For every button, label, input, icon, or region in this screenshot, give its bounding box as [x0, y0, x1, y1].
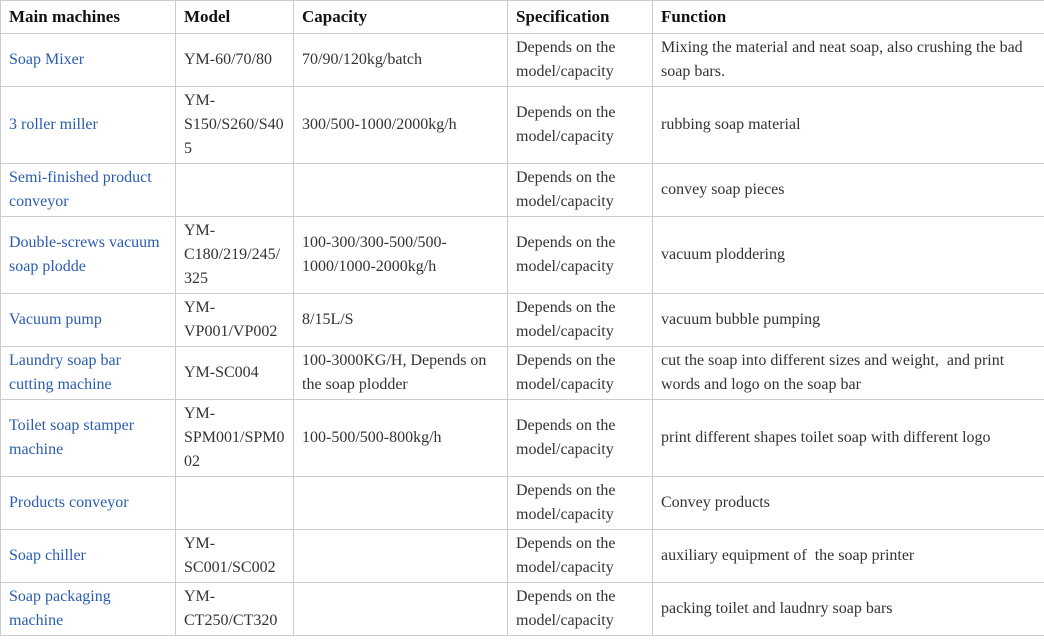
table-row — [1, 583, 1044, 636]
function-cell: vacuum ploddering — [653, 217, 1044, 294]
machine-cell — [1, 87, 176, 164]
table-row — [1, 530, 1044, 583]
machine-cell — [1, 583, 176, 636]
capacity-cell: 100-500/500-800kg/h — [294, 400, 508, 477]
specification-cell: Depends on the model/capacity — [508, 583, 653, 636]
machine-link[interactable]: Soap chiller — [9, 547, 86, 564]
specification-cell: Depends on the model/capacity — [508, 347, 653, 400]
machine-cell — [1, 217, 176, 294]
table-row — [1, 34, 1044, 87]
machine-cell — [1, 294, 176, 347]
model-cell: YM-60/70/80 — [176, 34, 294, 87]
column-header: Main machines — [1, 1, 176, 34]
function-cell: Mixing the material and neat soap, also crushing the bad soap bars. — [653, 34, 1044, 87]
machine-link[interactable]: Products conveyor — [9, 494, 129, 511]
specification-cell: Depends on the model/capacity — [508, 164, 653, 217]
function-cell: Convey products — [653, 477, 1044, 530]
table-row — [1, 217, 1044, 294]
specification-cell: Depends on the model/capacity — [508, 530, 653, 583]
function-cell: cut the soap into different sizes and weight, and print words and logo on the soap bar — [653, 347, 1044, 400]
machine-cell — [1, 477, 176, 530]
table-row — [1, 347, 1044, 400]
machine-link[interactable]: Laundry soap bar cutting machine — [9, 352, 125, 393]
model-cell: YM-C180/219/245/325 — [176, 217, 294, 294]
function-cell: vacuum bubble pumping — [653, 294, 1044, 347]
model-cell: YM-SC001/SC002 — [176, 530, 294, 583]
machine-link[interactable]: Double-screws vacuum soap plodde — [9, 234, 164, 275]
capacity-cell: 70/90/120kg/batch — [294, 34, 508, 87]
capacity-cell: 100-300/300-500/500-1000/1000-2000kg/h — [294, 217, 508, 294]
machine-cell — [1, 530, 176, 583]
specification-cell: Depends on the model/capacity — [508, 477, 653, 530]
model-cell — [176, 164, 294, 217]
machine-cell — [1, 34, 176, 87]
machine-link[interactable]: Soap packaging machine — [9, 588, 115, 629]
model-cell: YM-SC004 — [176, 347, 294, 400]
machine-cell — [1, 347, 176, 400]
table-row — [1, 294, 1044, 347]
function-cell: packing toilet and laudnry soap bars — [653, 583, 1044, 636]
machine-link[interactable]: Semi-finished product conveyor — [9, 169, 156, 210]
model-cell: YM-CT250/CT320 — [176, 583, 294, 636]
table-row — [1, 164, 1044, 217]
machine-link[interactable]: Toilet soap stamper machine — [9, 417, 139, 458]
specification-cell: Depends on the model/capacity — [508, 87, 653, 164]
machine-link[interactable]: Vacuum pump — [9, 311, 102, 328]
machine-link[interactable]: Soap Mixer — [9, 51, 85, 68]
machine-link[interactable]: 3 roller miller — [9, 116, 98, 133]
machine-cell — [1, 164, 176, 217]
header-row — [1, 1, 1044, 34]
capacity-cell: 100-3000KG/H, Depends on the soap plodder — [294, 347, 508, 400]
capacity-cell — [294, 530, 508, 583]
table-row — [1, 400, 1044, 477]
capacity-cell — [294, 583, 508, 636]
specification-cell: Depends on the model/capacity — [508, 400, 653, 477]
column-header: Function — [653, 1, 1044, 34]
function-cell: auxiliary equipment of the soap printer — [653, 530, 1044, 583]
model-cell: YM-SPM001/SPM002 — [176, 400, 294, 477]
function-cell: rubbing soap material — [653, 87, 1044, 164]
table-row — [1, 477, 1044, 530]
column-header: Capacity — [294, 1, 508, 34]
model-cell: YM-S150/S260/S405 — [176, 87, 294, 164]
capacity-cell: 8/15L/S — [294, 294, 508, 347]
machine-cell — [1, 400, 176, 477]
specification-cell: Depends on the model/capacity — [508, 34, 653, 87]
function-cell: convey soap pieces — [653, 164, 1044, 217]
function-cell: print different shapes toilet soap with different logo — [653, 400, 1044, 477]
capacity-cell — [294, 477, 508, 530]
specification-cell: Depends on the model/capacity — [508, 217, 653, 294]
column-header: Specification — [508, 1, 653, 34]
model-cell — [176, 477, 294, 530]
capacity-cell: 300/500-1000/2000kg/h — [294, 87, 508, 164]
table-header — [1, 1, 1044, 34]
capacity-cell — [294, 164, 508, 217]
table-body — [1, 34, 1044, 636]
specification-cell: Depends on the model/capacity — [508, 294, 653, 347]
table-row — [1, 87, 1044, 164]
column-header: Model — [176, 1, 294, 34]
model-cell: YM-VP001/VP002 — [176, 294, 294, 347]
